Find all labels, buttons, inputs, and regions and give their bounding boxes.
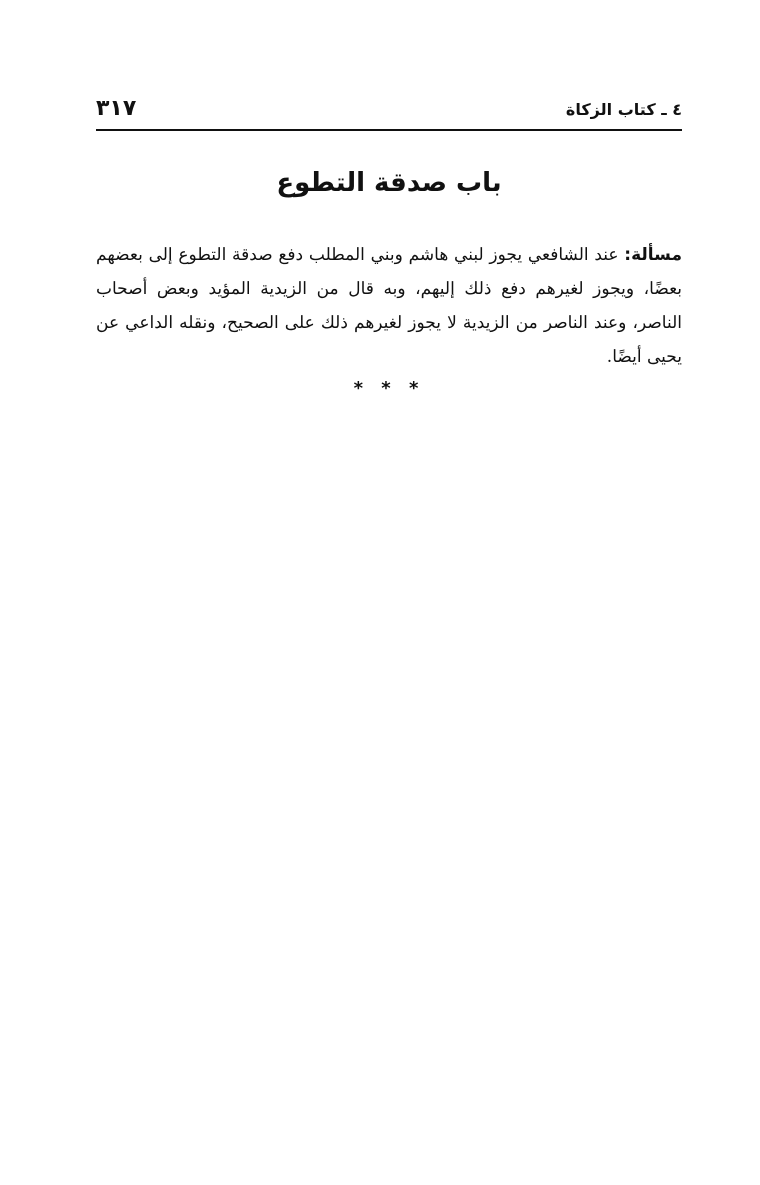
paragraph-text: عند الشافعي يجوز لبني هاشم وبني المطلب دفع صدقة التطوع إلى بعضهم بعضًا، ويجوز لغيرهم دفع ذلك إليهم، وبه قال من الزيدية المؤيد وبعض أصحاب الناصر، وعند الناصر من الزيدية لا يجوز لغيرهم ذلك على الصحيح، ونقله الداعي عن يحيى أيضًا. (96, 245, 682, 367)
running-header (96, 96, 682, 130)
page-number: ٣١٧ (96, 96, 137, 121)
lead-term: مسألة: (624, 245, 682, 265)
body-paragraph (96, 238, 682, 374)
running-title: ٤ ـ كتاب الزكاة (565, 100, 682, 119)
section-separator: * * * (353, 378, 425, 399)
header-rule (96, 129, 682, 131)
chapter-heading: باب صدقة التطوع (276, 168, 502, 198)
